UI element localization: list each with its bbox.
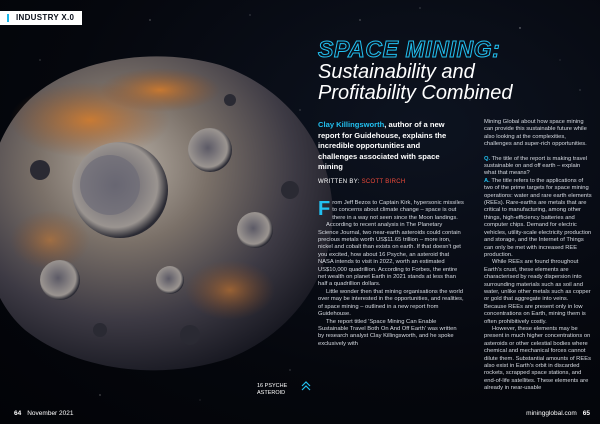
body-column-2: Mining Global about how space mining can provide this sustainable future while also looking at the complexities, challenges and super-rich opportunities. Q. The title of the report is making travel sustainable on and off earth – explain what that means? A. The title refers to the applications of two of the prime targets for space mining operations: water and rare earth elements (REEs). Rare-earths are metals that are critical to manufacturing, among other things, high-efficiency batteries and computer chips. Demand for electric vehicles, utility-scale electricity production and storage, and the Internet of Things can only be met with increased REE production. While REEs are found throughout Earth's crust, these elements are characterised by ready dispersion into surrounding materials such as soil and water, unlike other metals such as copper or gold that aggregate into veins. Because REEs are present only in low concentrations on Earth, mining them is often prohibitively costly. However, these elements may be present in much higher concentrations on asteroids or other celestial bodies where chemical and mechanical forces cannot dilute them. Substantial amounts of REEs also exist in Earth's orbit in discarded rockets, scrapped space stations, and end-of-life satellites. These elements are already in near-usable [484, 119, 592, 392]
page-number-left: 64 [14, 410, 22, 417]
footer-left [14, 410, 73, 417]
chevron-up-icon [300, 379, 312, 393]
dropcap: F [318, 198, 331, 220]
image-caption: 16 PSYCHE ASTEROID [257, 383, 288, 396]
site-url: miningglobal.com [526, 410, 577, 417]
issue-date: November 2021 [27, 410, 74, 417]
asteroid-image [0, 40, 340, 380]
byline-author: SCOTT BIRCH [361, 179, 406, 185]
page-number-right: 65 [582, 410, 590, 417]
section-tag: INDUSTRY X.0 [0, 11, 82, 25]
lede-name: Clay Killingsworth [318, 120, 385, 129]
byline: WRITTEN BY: SCOTT BIRCH [318, 179, 406, 185]
footer-right [526, 410, 590, 417]
headline-line2: Sustainability and Profitability Combined [318, 61, 513, 104]
lede-paragraph: Clay Killingsworth, author of a new report for Guidehouse, explains the incredible opportunities and challenges associated with space mining [318, 120, 447, 172]
body-column-1: From Jeff Bezos to Captain Kirk, hypersonic missiles to concerns about climate change – space is out there in a way not seen since the Moon landings. According to recent analysis in The Planetary Science Journal, two near-earth asteroids could contain precious metals worth US$11.65 trillion – more iron, nickel and cobalt than exists on earth. If that doesn't get you excited, how about 16 Psyche, an asteroid that NASA intends to visit in 2022, worth an estimated US$10,000 quadrillion. According to Forbes, the entire net wealth on planet Earth in 2021 stands at less than half a quadrillion dollars. Little wonder then that mining organisations the world over may be interested in the opportunities, and realities, of space mining – outlined in a new report from Guidehouse. The report titled 'Space Mining Can Enable Sustainable Travel Both On And Off Earth' was written by research analyst Clay Killingsworth, and he spoke exclusively with [318, 198, 464, 347]
headline-line1: SPACE MINING: [318, 36, 501, 62]
